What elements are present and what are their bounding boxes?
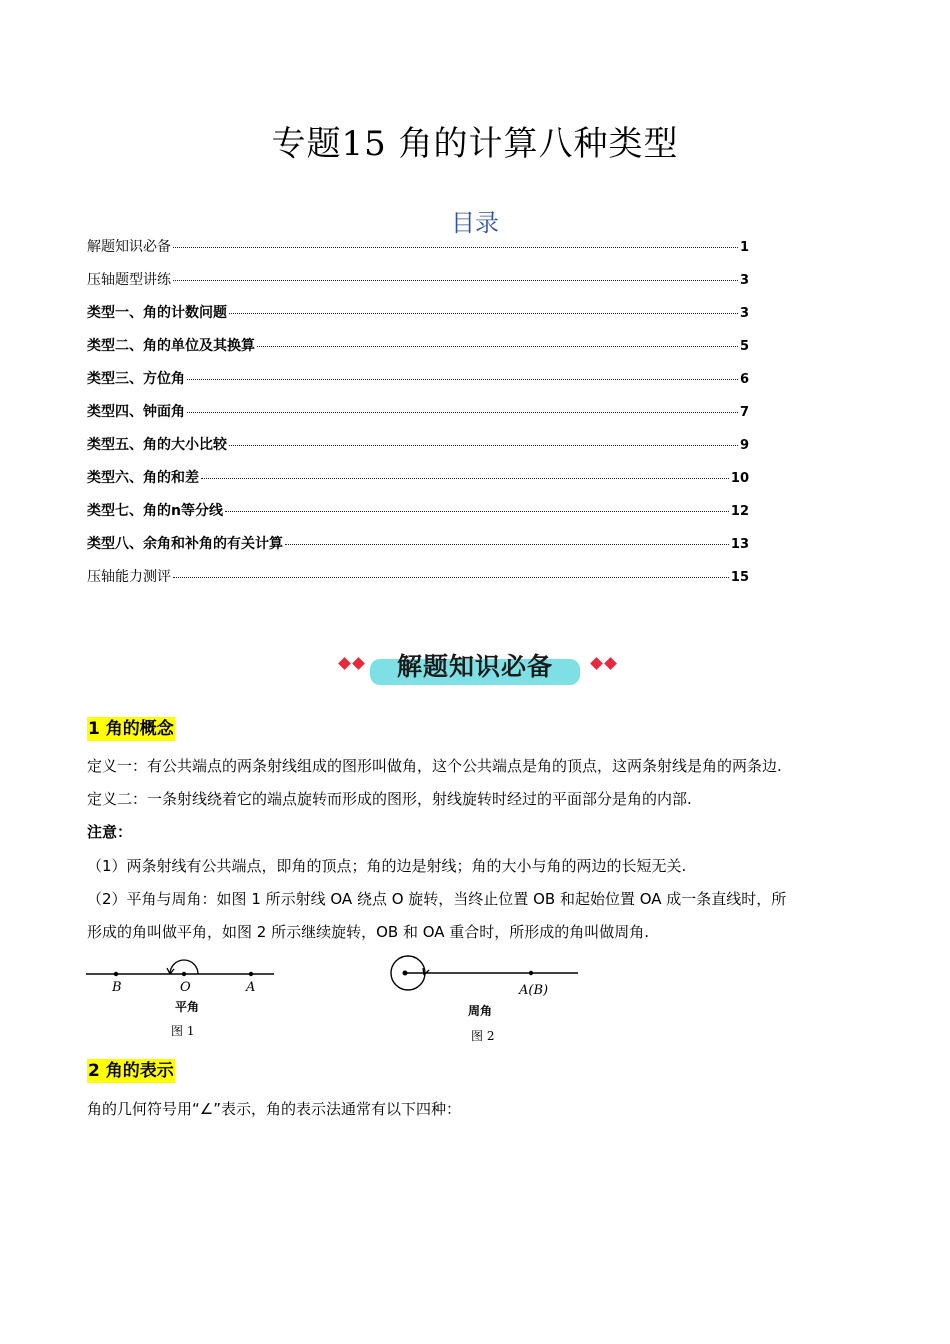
toc-entry[interactable] [87,269,749,302]
toc-entry[interactable] [87,335,749,368]
diamond-icon [338,657,351,670]
toc-entry-page: 6 [739,372,749,387]
toc-entry-label: 类型七、角的n等分线 [87,503,223,519]
section-heading: 2 角的表示 [88,1061,174,1081]
toc-entry[interactable] [87,467,749,500]
note-label: 注意： [87,823,133,841]
toc-entry[interactable] [87,566,749,599]
toc-leader-dots [225,511,729,512]
toc-entry-page: 10 [730,471,749,486]
toc-entry-page: 1 [739,240,749,255]
toc-leader-dots [187,412,738,413]
toc-leader-dots [229,313,738,314]
diamond-icon [590,657,603,670]
toc-leader-dots [173,280,738,281]
toc-leader-dots [257,346,738,347]
toc-entry[interactable] [87,368,749,401]
toc-entry-page: 3 [739,306,749,321]
figure-caption: 图 2 [471,1029,495,1043]
point-label-a: A [246,980,256,995]
toc-leader-dots [187,379,738,380]
toc-entry-label: 类型二、角的单位及其换算 [87,338,255,354]
figure-name: 周角 [468,1004,493,1018]
toc-leader-dots [173,247,738,248]
toc-entry-label: 压轴题型讲练 [87,272,171,288]
toc-entry[interactable] [87,236,749,269]
toc-entry-label: 类型三、方位角 [87,371,185,387]
figure-caption: 图 1 [171,1024,195,1038]
figure-straight-angle [86,953,286,1043]
toc-entry-page: 3 [739,273,749,288]
toc-entry[interactable] [87,533,749,566]
toc-heading: 目录 [451,209,499,237]
toc-entry-page: 7 [739,405,749,420]
banner-title: 解题知识必备 [396,652,553,681]
toc-leader-dots [201,478,729,479]
section-heading: 1 角的概念 [88,719,174,739]
toc-entry-label: 压轴能力测评 [87,569,171,585]
table-of-contents [87,236,749,599]
toc-entry-page: 5 [739,339,749,354]
toc-entry[interactable] [87,434,749,467]
section-banner [338,645,618,689]
toc-entry-label: 类型一、角的计数问题 [87,305,227,321]
toc-entry-page: 9 [739,438,749,453]
definition-two: 定义二：一条射线绕着它的端点旋转而形成的图形，射线旋转时经过的平面部分是角的内部. [87,790,692,808]
toc-entry-page: 12 [730,504,749,519]
figure-full-angle [388,953,588,1048]
toc-entry[interactable] [87,401,749,434]
toc-entry-page: 13 [730,537,749,552]
toc-entry-page: 15 [730,570,749,585]
diamond-icon [604,657,617,670]
toc-entry-label: 类型八、余角和补角的有关计算 [87,536,283,552]
point-label-o: O [180,980,191,995]
definition-one: 定义一：有公共端点的两条射线组成的图形叫做角，这个公共端点是角的顶点，这两条射线是角的两条边. [87,757,782,775]
toc-leader-dots [285,544,729,545]
toc-entry-label: 类型六、角的和差 [87,470,199,486]
point-label-ab: A(B) [519,983,549,998]
note-point-2-line-1: （2）平角与周角：如图 1 所示射线 OA 绕点 O 旋转，当终止位置 OB 和起始位置 OA 成一条直线时，所 [87,890,787,908]
toc-leader-dots [229,445,738,446]
diamond-icon [352,657,365,670]
point-label-b: B [112,980,122,995]
note-point-1: （1）两条射线有公共端点，即角的顶点；角的边是射线；角的大小与角的两边的长短无关. [87,857,687,875]
toc-entry-label: 类型五、角的大小比较 [87,437,227,453]
toc-entry-label: 解题知识必备 [87,239,171,255]
toc-entry[interactable] [87,500,749,533]
page-title: 专题15 角的计算八种类型 [271,124,679,164]
toc-leader-dots [173,577,729,578]
figure-name: 平角 [175,1000,200,1014]
representation-text: 角的几何符号用“∠”表示，角的表示法通常有以下四种： [87,1100,461,1118]
note-point-2-line-2: 形成的角叫做平角，如图 2 所示继续旋转，OB 和 OA 重合时，所形成的角叫做周角. [87,923,650,941]
toc-entry[interactable] [87,302,749,335]
toc-entry-label: 类型四、钟面角 [87,404,185,420]
